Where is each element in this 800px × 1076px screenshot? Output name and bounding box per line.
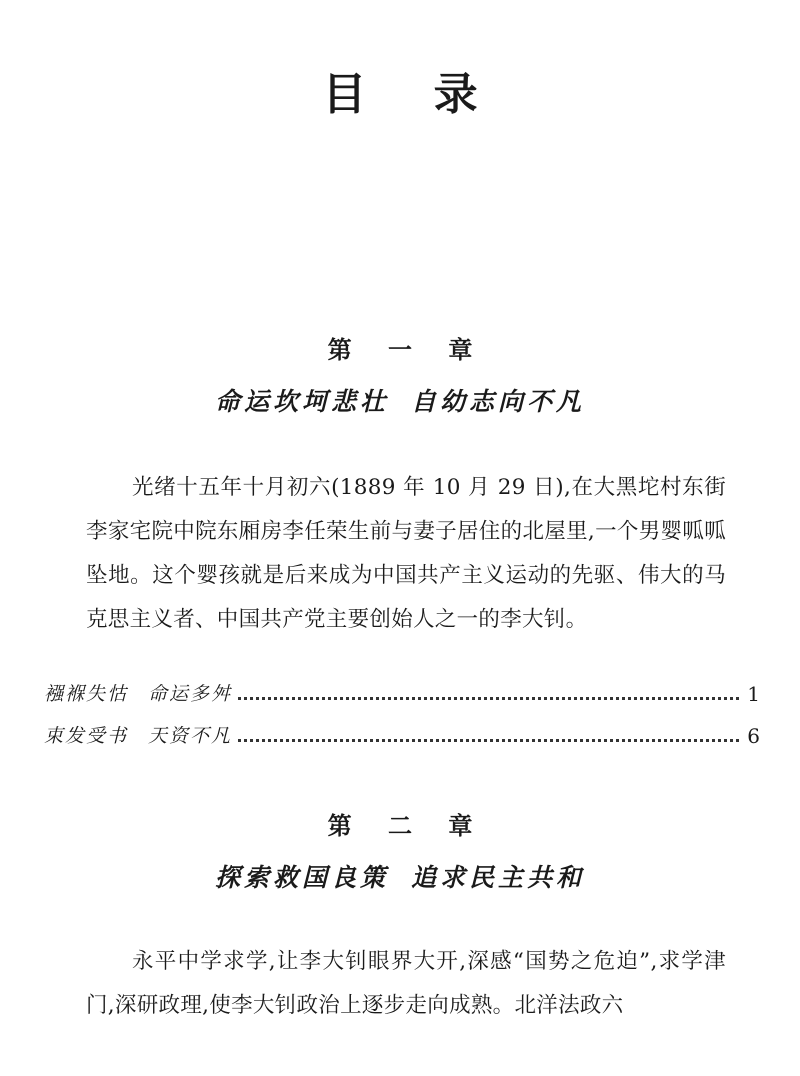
toc-entry-2-part1: 束发受书 bbox=[44, 725, 129, 747]
chapter-2-intro: 永平中学求学,让李大钊眼界大开,深感“国势之危迫”,求学津门,深研政理,使李大钊政治上逐步走向成熟。北洋法政六 bbox=[86, 949, 726, 1018]
toc-entry-1[interactable] bbox=[44, 676, 760, 706]
chapter-1-title bbox=[0, 382, 800, 418]
toc-entry-1-part2: 命运多舛 bbox=[148, 683, 233, 705]
toc-entry-2-leader bbox=[238, 739, 739, 742]
toc-entry-1-part1: 襁褓失怙 bbox=[44, 683, 129, 705]
chapter-1-title-part1: 命运坎坷悲壮 bbox=[214, 387, 389, 416]
chapter-2-title bbox=[0, 858, 800, 894]
page-title: 目 录 bbox=[322, 69, 504, 120]
toc-entry-2-part2: 天资不凡 bbox=[148, 725, 233, 747]
chapter-1-title-part2: 自幼志向不凡 bbox=[411, 387, 586, 416]
chapter-2-title-part1: 探索救国良策 bbox=[214, 863, 389, 892]
chapter-2-number: 第 二 章 bbox=[327, 812, 487, 840]
chapter-2-title-part2: 追求民主共和 bbox=[411, 863, 586, 892]
toc-entry-2-page: 6 bbox=[747, 724, 760, 748]
toc-entry-1-page: 1 bbox=[747, 682, 760, 706]
chapter-1-number: 第 一 章 bbox=[327, 336, 487, 364]
toc-entry-2[interactable] bbox=[44, 718, 760, 748]
toc-entry-1-leader bbox=[238, 697, 739, 700]
chapter-1-intro: 光绪十五年十月初六(1889 年 10 月 29 日),在大黑坨村东街李家宅院中院东厢房李任荣生前与妻子居住的北屋里,一个男婴呱呱坠地。这个婴孩就是后来成为中国共产主义运动的先驱、伟大的马克思主义者、中国共产党主要创始人之一的李大钊。 bbox=[86, 475, 726, 632]
